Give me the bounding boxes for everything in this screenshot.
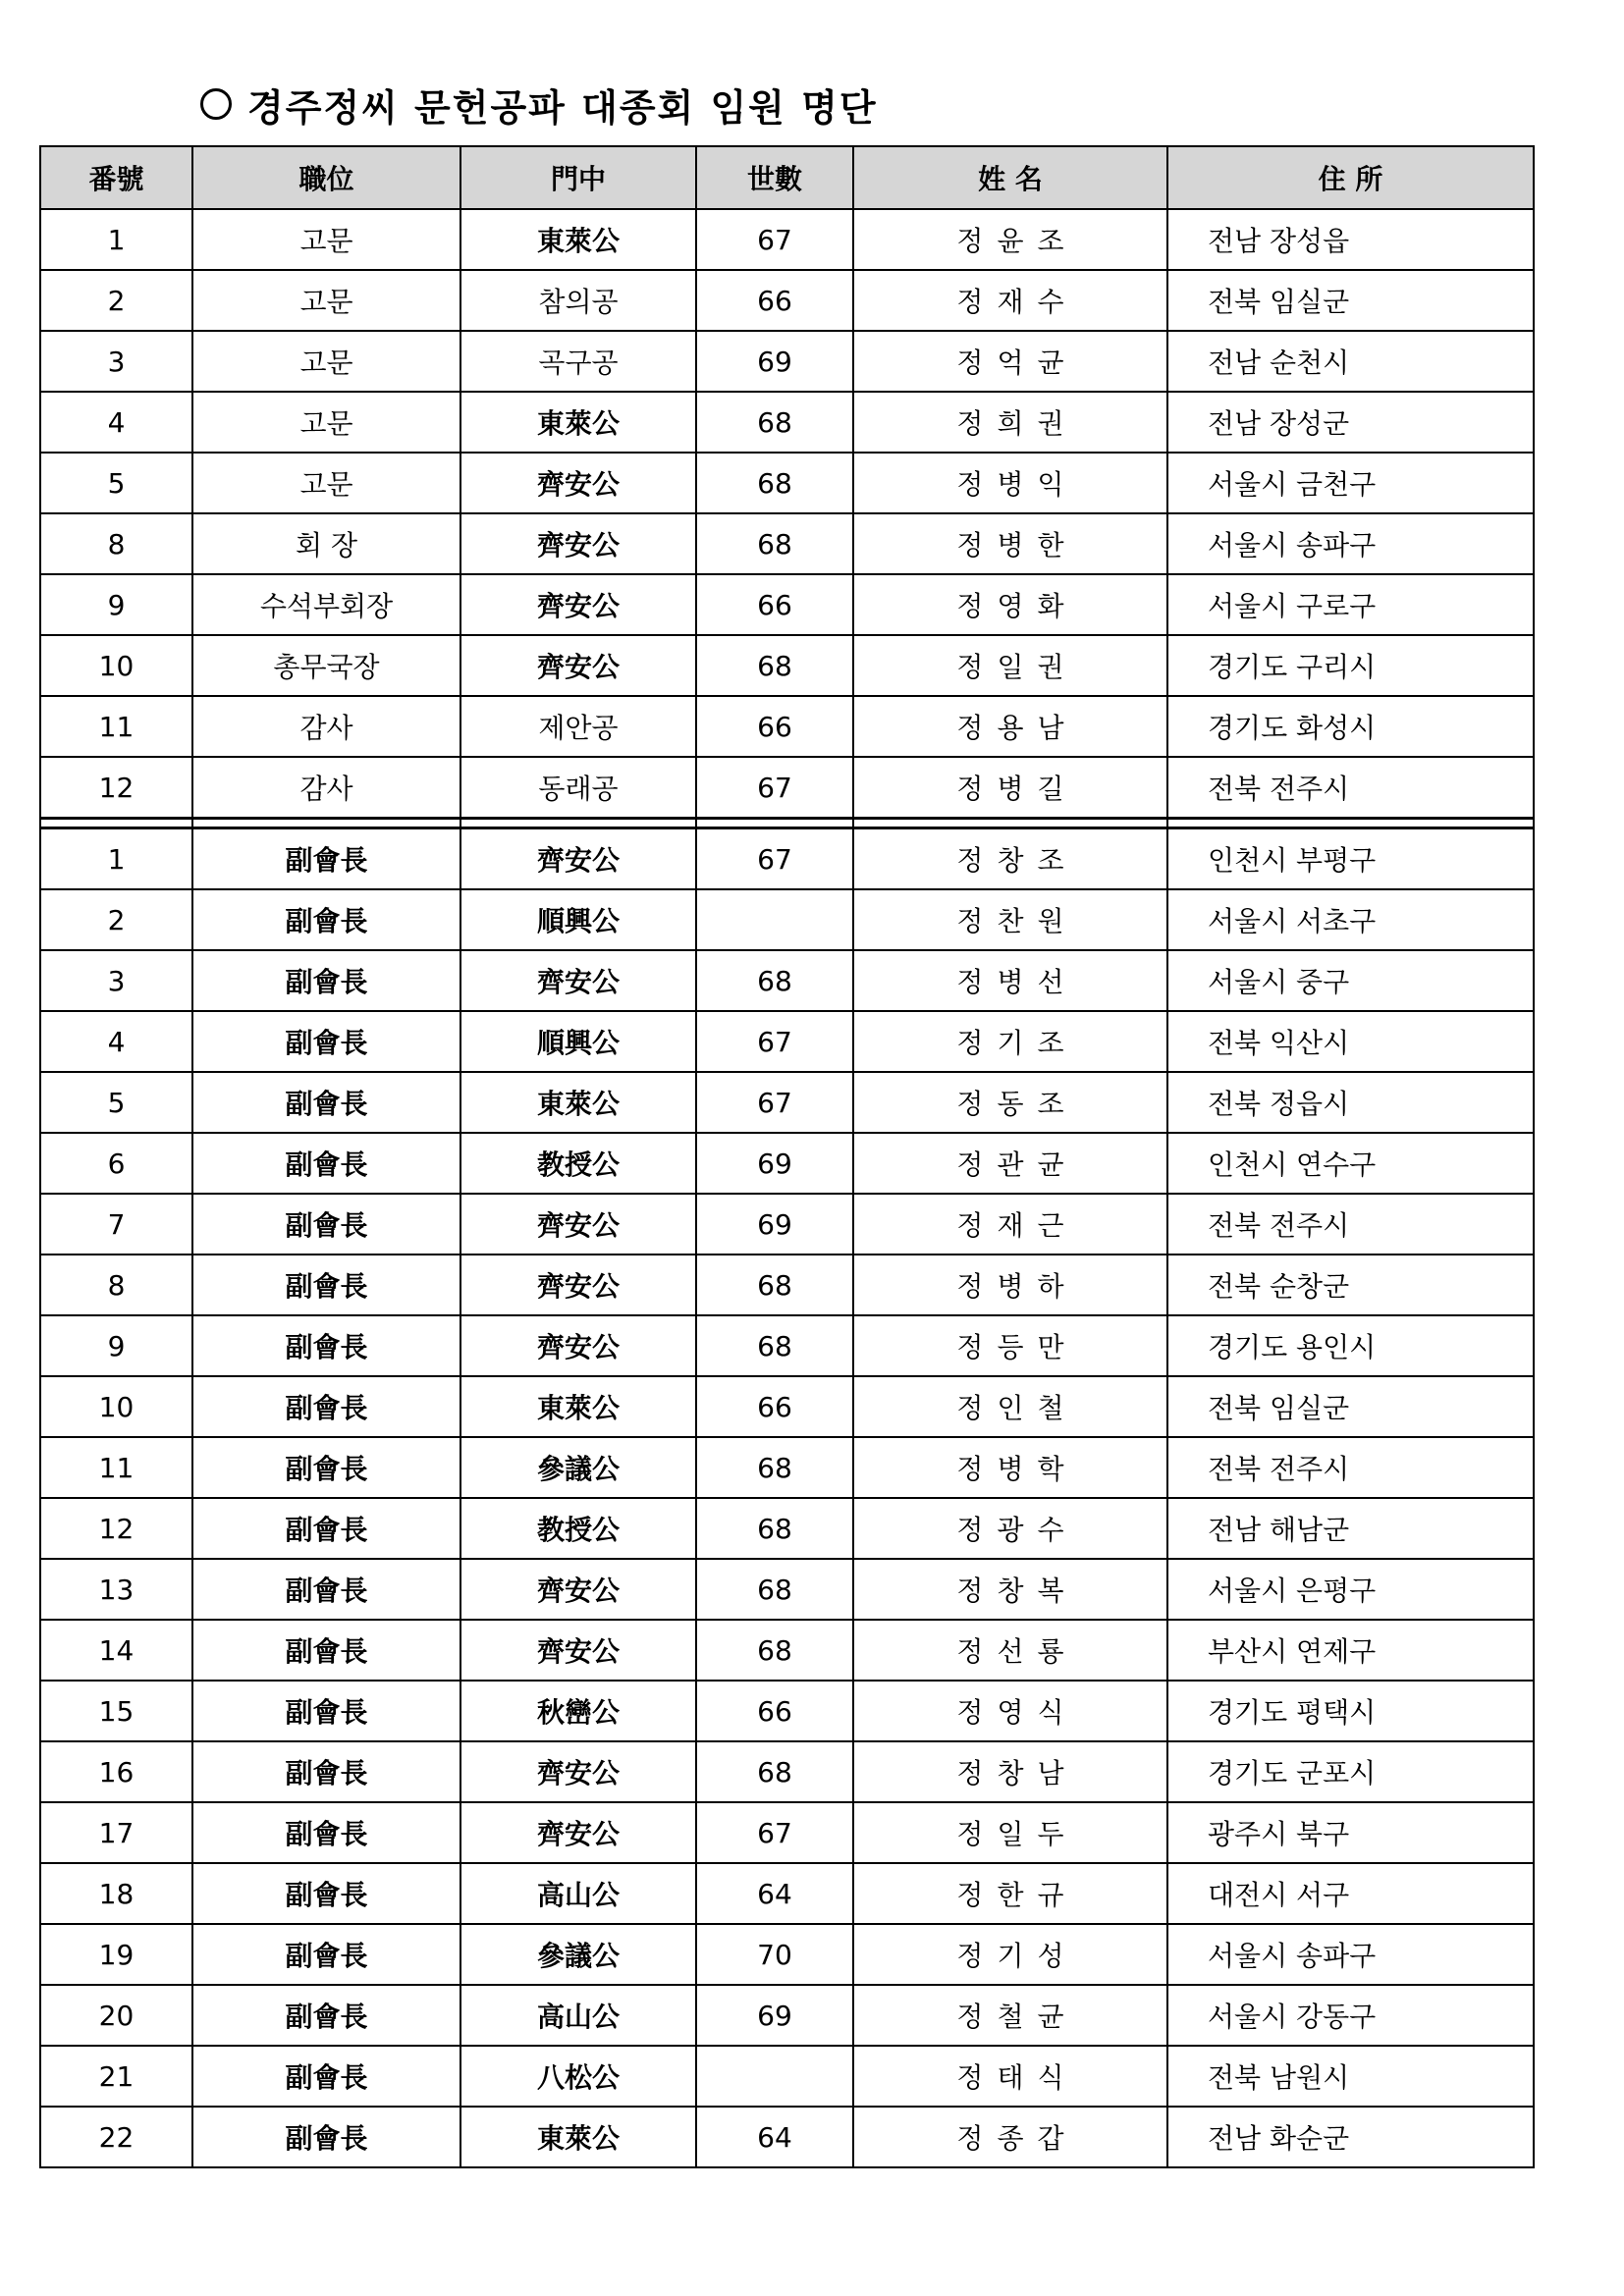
table-row: [40, 1194, 1534, 1255]
name-cell: 정병길: [853, 757, 1167, 819]
generation-cell: 66: [696, 270, 853, 331]
name-cell: 정병한: [853, 513, 1167, 574]
position-cell: 副會長: [192, 889, 460, 950]
address-cell: 전남 장성군: [1167, 392, 1534, 453]
row-number-cell: 16: [40, 1741, 192, 1802]
branch-cell: 齊安公: [460, 1802, 696, 1863]
address-cell: 경기도 군포시: [1167, 1741, 1534, 1802]
table-row: [40, 757, 1534, 819]
row-number-cell: 11: [40, 1437, 192, 1498]
address-cell: 서울시 강동구: [1167, 1985, 1534, 2046]
branch-cell: 齊安公: [460, 574, 696, 635]
row-number-cell: 18: [40, 1863, 192, 1924]
name-cell: 정등만: [853, 1315, 1167, 1376]
name-cell: 정영식: [853, 1681, 1167, 1741]
branch-cell: 동래공: [460, 757, 696, 819]
branch-cell: 齊安公: [460, 1255, 696, 1315]
name-cell: 정창복: [853, 1559, 1167, 1620]
table-row: [40, 574, 1534, 635]
address-cell: 대전시 서구: [1167, 1863, 1534, 1924]
address-cell: 전남 해남군: [1167, 1498, 1534, 1559]
position-cell: 副會長: [192, 950, 460, 1011]
position-cell: 감사: [192, 696, 460, 757]
name-cell: 정윤조: [853, 209, 1167, 270]
header-address: 住 所: [1167, 146, 1534, 209]
address-cell: 서울시 구로구: [1167, 574, 1534, 635]
generation-cell: 68: [696, 1741, 853, 1802]
generation-cell: 69: [696, 1985, 853, 2046]
generation-cell: [696, 889, 853, 950]
generation-cell: 68: [696, 1559, 853, 1620]
position-cell: 副會長: [192, 828, 460, 890]
position-cell: 副會長: [192, 2107, 460, 2167]
branch-cell: 곡구공: [460, 331, 696, 392]
position-cell: 副會長: [192, 1498, 460, 1559]
table-row: [40, 331, 1534, 392]
row-number-cell: 4: [40, 1011, 192, 1072]
address-cell: 서울시 금천구: [1167, 453, 1534, 513]
table-row: [40, 1498, 1534, 1559]
address-cell: 전북 순창군: [1167, 1255, 1534, 1315]
position-cell: 副會長: [192, 1924, 460, 1985]
name-cell: 정창남: [853, 1741, 1167, 1802]
table-row: [40, 696, 1534, 757]
position-cell: 副會長: [192, 1985, 460, 2046]
address-cell: 광주시 북구: [1167, 1802, 1534, 1863]
branch-cell: 八松公: [460, 2046, 696, 2107]
position-cell: 총무국장: [192, 635, 460, 696]
vice-presidents-section: [40, 828, 1534, 2168]
generation-cell: 68: [696, 1315, 853, 1376]
address-cell: 서울시 송파구: [1167, 513, 1534, 574]
address-cell: 전남 장성읍: [1167, 209, 1534, 270]
position-cell: 감사: [192, 757, 460, 819]
header-number: 番號: [40, 146, 192, 209]
branch-cell: 順興公: [460, 1011, 696, 1072]
name-cell: 정용남: [853, 696, 1167, 757]
row-number-cell: 12: [40, 1498, 192, 1559]
name-cell: 정재수: [853, 270, 1167, 331]
position-cell: 副會長: [192, 1741, 460, 1802]
table-row: [40, 2046, 1534, 2107]
generation-cell: 68: [696, 1255, 853, 1315]
address-cell: 서울시 서초구: [1167, 889, 1534, 950]
row-number-cell: 7: [40, 1194, 192, 1255]
generation-cell: 67: [696, 1802, 853, 1863]
generation-cell: 64: [696, 2107, 853, 2167]
divider-row: [40, 819, 1534, 828]
row-number-cell: 10: [40, 635, 192, 696]
name-cell: 정일권: [853, 635, 1167, 696]
row-number-cell: 19: [40, 1924, 192, 1985]
table-row: [40, 1376, 1534, 1437]
name-cell: 정철균: [853, 1985, 1167, 2046]
name-cell: 정찬원: [853, 889, 1167, 950]
position-cell: 고문: [192, 392, 460, 453]
header-position: 職位: [192, 146, 460, 209]
address-cell: 전북 임실군: [1167, 1376, 1534, 1437]
branch-cell: 齊安公: [460, 1559, 696, 1620]
branch-cell: 東萊公: [460, 1072, 696, 1133]
table-row: [40, 1437, 1534, 1498]
row-number-cell: 1: [40, 209, 192, 270]
generation-cell: 69: [696, 1133, 853, 1194]
address-cell: 서울시 송파구: [1167, 1924, 1534, 1985]
branch-cell: 齊安公: [460, 513, 696, 574]
row-number-cell: 15: [40, 1681, 192, 1741]
header-branch: 門中: [460, 146, 696, 209]
position-cell: 수석부회장: [192, 574, 460, 635]
position-cell: 副會長: [192, 1133, 460, 1194]
table-row: [40, 2107, 1534, 2167]
row-number-cell: 22: [40, 2107, 192, 2167]
generation-cell: 67: [696, 1072, 853, 1133]
name-cell: 정재근: [853, 1194, 1167, 1255]
branch-cell: 東萊公: [460, 209, 696, 270]
name-cell: 정기성: [853, 1924, 1167, 1985]
generation-cell: 67: [696, 209, 853, 270]
position-cell: 副會長: [192, 1315, 460, 1376]
name-cell: 정희권: [853, 392, 1167, 453]
branch-cell: 齊安公: [460, 1741, 696, 1802]
name-cell: 정선룡: [853, 1620, 1167, 1681]
generation-cell: 68: [696, 392, 853, 453]
table-row: [40, 1620, 1534, 1681]
row-number-cell: 11: [40, 696, 192, 757]
name-cell: 정억균: [853, 331, 1167, 392]
header-row: [40, 146, 1534, 209]
row-number-cell: 8: [40, 513, 192, 574]
table-row: [40, 1681, 1534, 1741]
row-number-cell: 3: [40, 950, 192, 1011]
position-cell: 副會長: [192, 1072, 460, 1133]
row-number-cell: 2: [40, 270, 192, 331]
address-cell: 서울시 중구: [1167, 950, 1534, 1011]
row-number-cell: 14: [40, 1620, 192, 1681]
address-cell: 경기도 평택시: [1167, 1681, 1534, 1741]
name-cell: 정인철: [853, 1376, 1167, 1437]
name-cell: 정광수: [853, 1498, 1167, 1559]
table-row: [40, 270, 1534, 331]
table-row: [40, 950, 1534, 1011]
name-cell: 정관균: [853, 1133, 1167, 1194]
generation-cell: 64: [696, 1863, 853, 1924]
name-cell: 정일두: [853, 1802, 1167, 1863]
position-cell: 副會長: [192, 1376, 460, 1437]
branch-cell: 教授公: [460, 1133, 696, 1194]
table-row: [40, 209, 1534, 270]
branch-cell: 高山公: [460, 1863, 696, 1924]
table-row: [40, 889, 1534, 950]
branch-cell: 齊安公: [460, 1620, 696, 1681]
generation-cell: 68: [696, 1498, 853, 1559]
address-cell: 전북 임실군: [1167, 270, 1534, 331]
branch-cell: 齊安公: [460, 453, 696, 513]
name-cell: 정병선: [853, 950, 1167, 1011]
address-cell: 서울시 은평구: [1167, 1559, 1534, 1620]
address-cell: 경기도 용인시: [1167, 1315, 1534, 1376]
branch-cell: 參議公: [460, 1437, 696, 1498]
branch-cell: 齊安公: [460, 950, 696, 1011]
branch-cell: 東萊公: [460, 2107, 696, 2167]
branch-cell: 제안공: [460, 696, 696, 757]
position-cell: 고문: [192, 270, 460, 331]
table-row: [40, 1255, 1534, 1315]
position-cell: 副會長: [192, 1802, 460, 1863]
address-cell: 경기도 화성시: [1167, 696, 1534, 757]
position-cell: 副會長: [192, 1620, 460, 1681]
document-title: [200, 77, 878, 132]
branch-cell: 東萊公: [460, 392, 696, 453]
row-number-cell: 17: [40, 1802, 192, 1863]
position-cell: 副會長: [192, 1863, 460, 1924]
address-cell: 전북 전주시: [1167, 757, 1534, 819]
generation-cell: 66: [696, 1376, 853, 1437]
generation-cell: 68: [696, 453, 853, 513]
document-title-text: 경주정씨 문헌공파 대종회 임원 명단: [247, 84, 878, 130]
address-cell: 경기도 구리시: [1167, 635, 1534, 696]
name-cell: 정병익: [853, 453, 1167, 513]
table-row: [40, 513, 1534, 574]
generation-cell: 69: [696, 331, 853, 392]
branch-cell: 齊安公: [460, 1194, 696, 1255]
generation-cell: 66: [696, 1681, 853, 1741]
branch-cell: 高山公: [460, 1985, 696, 2046]
row-number-cell: 13: [40, 1559, 192, 1620]
branch-cell: 齊安公: [460, 1315, 696, 1376]
header-generation: 世數: [696, 146, 853, 209]
address-cell: 전북 익산시: [1167, 1011, 1534, 1072]
generation-cell: 68: [696, 1437, 853, 1498]
position-cell: 회 장: [192, 513, 460, 574]
name-cell: 정병학: [853, 1437, 1167, 1498]
generation-cell: [696, 2046, 853, 2107]
table-row: [40, 1985, 1534, 2046]
branch-cell: 參議公: [460, 1924, 696, 1985]
header-name: 姓 名: [853, 146, 1167, 209]
address-cell: 전남 순천시: [1167, 331, 1534, 392]
row-number-cell: 5: [40, 453, 192, 513]
position-cell: 고문: [192, 331, 460, 392]
table-header: [40, 146, 1534, 209]
table-row: [40, 1741, 1534, 1802]
name-cell: 정창조: [853, 828, 1167, 890]
address-cell: 전북 정읍시: [1167, 1072, 1534, 1133]
position-cell: 副會長: [192, 1011, 460, 1072]
branch-cell: 東萊公: [460, 1376, 696, 1437]
position-cell: 고문: [192, 453, 460, 513]
table-row: [40, 1133, 1534, 1194]
section-divider: [40, 819, 1534, 828]
row-number-cell: 9: [40, 1315, 192, 1376]
table-row: [40, 1924, 1534, 1985]
name-cell: 정한규: [853, 1863, 1167, 1924]
position-cell: 副會長: [192, 1681, 460, 1741]
table-row: [40, 1315, 1534, 1376]
table-row: [40, 392, 1534, 453]
address-cell: 전남 화순군: [1167, 2107, 1534, 2167]
branch-cell: 秋巒公: [460, 1681, 696, 1741]
table-row: [40, 1072, 1534, 1133]
row-number-cell: 2: [40, 889, 192, 950]
row-number-cell: 12: [40, 757, 192, 819]
row-number-cell: 6: [40, 1133, 192, 1194]
generation-cell: 67: [696, 828, 853, 890]
position-cell: 副會長: [192, 2046, 460, 2107]
row-number-cell: 8: [40, 1255, 192, 1315]
position-cell: 고문: [192, 209, 460, 270]
generation-cell: 66: [696, 574, 853, 635]
branch-cell: 齊安公: [460, 635, 696, 696]
position-cell: 副會長: [192, 1559, 460, 1620]
table-row: [40, 828, 1534, 890]
generation-cell: 68: [696, 950, 853, 1011]
address-cell: 부산시 연제구: [1167, 1620, 1534, 1681]
address-cell: 인천시 연수구: [1167, 1133, 1534, 1194]
row-number-cell: 10: [40, 1376, 192, 1437]
row-number-cell: 20: [40, 1985, 192, 2046]
generation-cell: 70: [696, 1924, 853, 1985]
row-number-cell: 9: [40, 574, 192, 635]
table-row: [40, 1011, 1534, 1072]
generation-cell: 66: [696, 696, 853, 757]
position-cell: 副會長: [192, 1437, 460, 1498]
officers-section: [40, 209, 1534, 819]
name-cell: 정동조: [853, 1072, 1167, 1133]
address-cell: 전북 전주시: [1167, 1437, 1534, 1498]
row-number-cell: 1: [40, 828, 192, 890]
generation-cell: 67: [696, 1011, 853, 1072]
generation-cell: 68: [696, 1620, 853, 1681]
row-number-cell: 21: [40, 2046, 192, 2107]
branch-cell: 참의공: [460, 270, 696, 331]
table-row: [40, 635, 1534, 696]
name-cell: 정병하: [853, 1255, 1167, 1315]
generation-cell: 68: [696, 513, 853, 574]
branch-cell: 教授公: [460, 1498, 696, 1559]
row-number-cell: 3: [40, 331, 192, 392]
table-row: [40, 453, 1534, 513]
branch-cell: 順興公: [460, 889, 696, 950]
address-cell: 인천시 부평구: [1167, 828, 1534, 890]
row-number-cell: 4: [40, 392, 192, 453]
address-cell: 전북 남원시: [1167, 2046, 1534, 2107]
table-row: [40, 1802, 1534, 1863]
table-row: [40, 1559, 1534, 1620]
generation-cell: 67: [696, 757, 853, 819]
name-cell: 정기조: [853, 1011, 1167, 1072]
table-row: [40, 1863, 1534, 1924]
row-number-cell: 5: [40, 1072, 192, 1133]
circle-bullet-icon: [200, 88, 232, 120]
roster-table: [39, 145, 1535, 2168]
name-cell: 정종갑: [853, 2107, 1167, 2167]
address-cell: 전북 전주시: [1167, 1194, 1534, 1255]
generation-cell: 68: [696, 635, 853, 696]
generation-cell: 69: [696, 1194, 853, 1255]
name-cell: 정영화: [853, 574, 1167, 635]
position-cell: 副會長: [192, 1255, 460, 1315]
name-cell: 정태식: [853, 2046, 1167, 2107]
position-cell: 副會長: [192, 1194, 460, 1255]
branch-cell: 齊安公: [460, 828, 696, 890]
